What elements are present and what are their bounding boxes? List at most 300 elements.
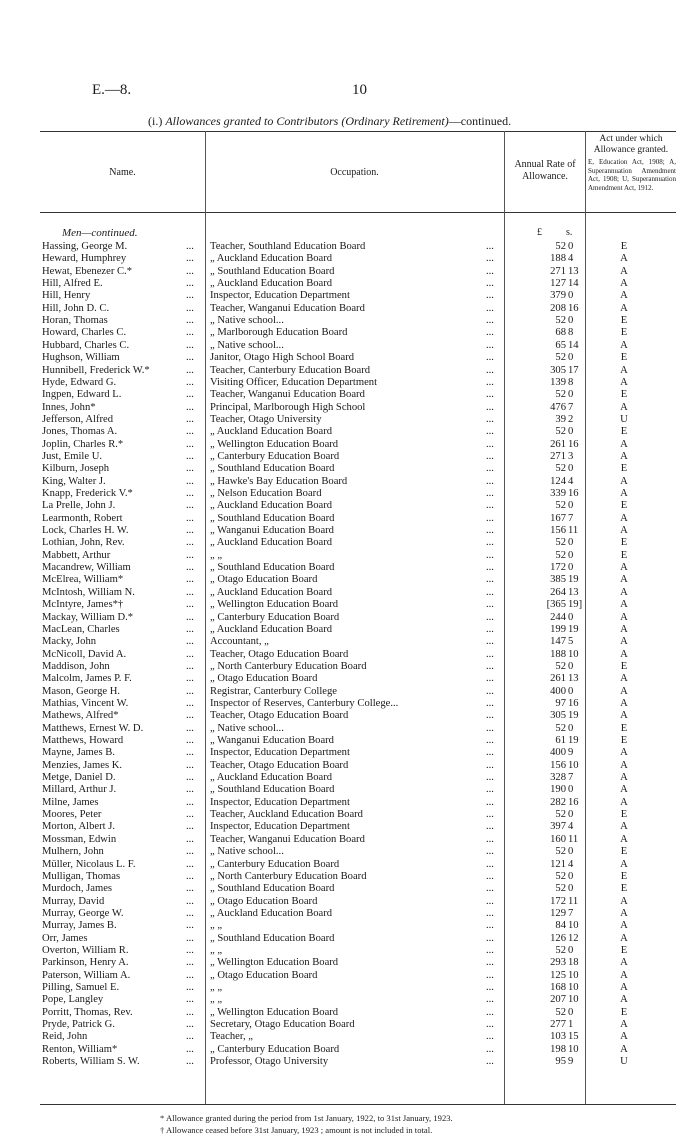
leader-dots: ...	[486, 957, 494, 969]
table-row	[0, 352, 700, 364]
shillings-cell: 10	[568, 648, 579, 660]
leader-dots: ...	[186, 821, 194, 833]
leader-dots: ...	[486, 870, 494, 882]
shillings-cell: 10	[568, 994, 579, 1006]
occupation-cell: „ Canterbury Education Board	[210, 450, 340, 462]
name-cell: Jones, Thomas A.	[42, 426, 118, 438]
leader-dots: ...	[186, 339, 194, 351]
leader-dots: ...	[186, 537, 194, 549]
caption-prefix: (i.)	[148, 114, 166, 128]
occupation-cell: „ „	[210, 944, 223, 956]
pounds-cell: 271	[550, 265, 566, 277]
leader-dots: ...	[186, 1043, 194, 1055]
act-cell: A	[620, 364, 628, 376]
name-cell: Just, Emile U.	[42, 450, 103, 462]
act-cell: E	[620, 883, 628, 895]
act-cell: A	[620, 710, 628, 722]
pounds-cell: 172	[550, 895, 566, 907]
act-cell: A	[620, 512, 628, 524]
act-cell: A	[620, 1019, 628, 1031]
shillings-cell: 0	[568, 549, 574, 561]
table-row	[0, 315, 700, 327]
occupation-cell: „ Auckland Education Board	[210, 586, 333, 598]
pounds-cell: 400	[550, 685, 566, 697]
occupation-cell: „ Southland Education Board	[210, 883, 335, 895]
caption-title: Allowances granted to Contributors (Ordinary Retirement)	[165, 114, 449, 128]
act-cell: E	[620, 500, 628, 512]
shillings-cell: 4	[568, 858, 574, 870]
leader-dots: ...	[486, 278, 494, 290]
pounds-cell: 199	[550, 623, 566, 635]
pounds-cell: 52	[555, 809, 566, 821]
pounds-cell: 52	[555, 537, 566, 549]
table-row	[0, 698, 700, 710]
pounds-cell: 339	[550, 488, 566, 499]
shillings-cell: 0	[568, 500, 574, 512]
leader-dots: ...	[486, 1006, 494, 1018]
act-cell: A	[620, 858, 628, 870]
pounds-cell: 208	[550, 302, 566, 314]
pounds-cell: 188	[550, 253, 566, 265]
leader-dots: ...	[486, 982, 494, 993]
table-row	[0, 760, 700, 772]
footnote-asterisk: * Allowance granted during the period from 1st January, 1922, to 31st January, 1923.	[160, 1113, 453, 1123]
shillings-cell: 0	[568, 562, 574, 574]
occupation-cell: „ Canterbury Education Board	[210, 1043, 340, 1055]
leader-dots: ...	[486, 611, 494, 623]
shillings-cell: 0	[568, 1006, 574, 1018]
act-cell: A	[620, 821, 628, 833]
occupation-cell: „ „	[210, 549, 223, 561]
leader-dots: ...	[186, 907, 194, 919]
shillings-cell: 19	[568, 623, 579, 635]
shillings-cell: 0	[568, 611, 574, 623]
leader-dots: ...	[486, 784, 494, 796]
occupation-cell: Teacher, Auckland Education Board	[210, 809, 363, 821]
occupation-cell: „ Southland Education Board	[210, 512, 335, 524]
name-cell: Lock, Charles H. W.	[42, 525, 129, 537]
pounds-cell: 261	[550, 438, 566, 450]
leader-dots: ...	[486, 821, 494, 833]
pounds-cell: 400	[550, 747, 566, 759]
name-cell: Pope, Langley	[42, 994, 104, 1006]
act-cell: E	[620, 735, 628, 746]
act-cell: A	[620, 438, 628, 450]
occupation-cell: Inspector, Education Department	[210, 290, 350, 302]
shillings-cell: 16	[568, 302, 579, 314]
shillings-cell: 16	[568, 697, 579, 709]
table-row	[0, 896, 700, 908]
leader-dots: ...	[186, 895, 194, 907]
act-cell: E	[620, 315, 628, 327]
table-row	[0, 994, 700, 1006]
leader-dots: ...	[186, 809, 194, 821]
leader-dots: ...	[486, 475, 494, 487]
leader-dots: ...	[186, 660, 194, 672]
name-cell: Pryde, Patrick G.	[42, 1019, 115, 1031]
occupation-cell: Teacher, „	[210, 1031, 253, 1043]
occupation-cell: „ Auckland Education Board	[210, 772, 333, 784]
pounds-cell: 124	[550, 475, 566, 487]
page-number: 10	[352, 82, 367, 98]
occupation-cell: „ Otago Education Board	[210, 574, 318, 586]
shillings-cell: 8	[568, 376, 574, 388]
table-row	[0, 649, 700, 661]
pounds-cell: 52	[555, 352, 566, 364]
occupation-cell: Teacher, Wanganui Education Board	[210, 833, 365, 845]
table-row	[0, 809, 700, 821]
leader-dots: ...	[486, 339, 494, 351]
leader-dots: ...	[186, 759, 194, 771]
shillings-cell: 10	[568, 982, 579, 993]
leader-dots: ...	[186, 376, 194, 388]
table-row	[0, 908, 700, 920]
table-row	[0, 266, 700, 278]
occupation-cell: Professor, Otago University	[210, 1056, 329, 1068]
shillings-cell: 11	[568, 525, 579, 537]
leader-dots: ...	[486, 401, 494, 413]
table-row	[0, 426, 700, 438]
name-cell: Renton, William*	[42, 1043, 118, 1055]
leader-dots: ...	[186, 722, 194, 734]
name-cell: La Prelle, John J.	[42, 500, 116, 512]
leader-dots: ...	[486, 413, 494, 425]
table-row	[0, 587, 700, 599]
leader-dots: ...	[486, 833, 494, 845]
name-cell: Porritt, Thomas, Rev.	[42, 1006, 133, 1018]
act-cell: A	[620, 302, 628, 314]
pounds-cell: 198	[550, 1043, 566, 1055]
leader-dots: ...	[186, 636, 194, 648]
shillings-cell: 0	[568, 944, 574, 956]
shillings-cell: 18	[568, 957, 579, 969]
occupation-cell: „ Otago Education Board	[210, 969, 318, 981]
leader-dots: ...	[486, 735, 494, 746]
leader-dots: ...	[186, 982, 194, 993]
pounds-cell: 261	[550, 673, 566, 685]
act-cell: E	[620, 537, 628, 549]
occupation-cell: „ Hawke's Bay Education Board	[210, 475, 348, 487]
act-cell: A	[620, 574, 628, 586]
leader-dots: ...	[486, 747, 494, 759]
table-caption	[148, 114, 511, 129]
header-occupation: Occupation.	[330, 167, 379, 178]
leader-dots: ...	[486, 858, 494, 870]
table-row	[0, 957, 700, 969]
name-cell: Mulhern, John	[42, 846, 104, 858]
name-cell: Hughson, William	[42, 352, 120, 364]
leader-dots: ...	[486, 302, 494, 314]
pounds-cell: [365	[546, 599, 566, 611]
table-row	[0, 1044, 700, 1056]
shillings-cell: 0	[568, 241, 574, 252]
leader-dots: ...	[486, 327, 494, 339]
act-cell: E	[620, 389, 628, 401]
occupation-cell: Teacher, Otago University	[210, 413, 322, 425]
occupation-cell: „ „	[210, 994, 223, 1006]
leader-dots: ...	[486, 488, 494, 499]
act-cell: A	[620, 636, 628, 648]
pounds-cell: 476	[550, 401, 566, 413]
occupation-cell: Inspector, Education Department	[210, 796, 350, 808]
shillings-cell: 10	[568, 969, 579, 981]
name-cell: Mossman, Edwin	[42, 833, 117, 845]
occupation-cell: Teacher, Wanganui Education Board	[210, 302, 365, 314]
act-cell: E	[620, 549, 628, 561]
act-cell: A	[620, 895, 628, 907]
caption-suffix: —continued.	[448, 114, 512, 128]
name-cell: Menzies, James K.	[42, 759, 123, 771]
act-cell: A	[620, 932, 628, 944]
act-cell: A	[620, 290, 628, 302]
leader-dots: ...	[486, 796, 494, 808]
shillings-cell: 16	[568, 438, 579, 450]
occupation-cell: Teacher, Otago Education Board	[210, 710, 349, 722]
leader-dots: ...	[486, 994, 494, 1006]
leader-dots: ...	[186, 685, 194, 697]
occupation-cell: „ Wellington Education Board	[210, 957, 339, 969]
shillings-cell: 17	[568, 364, 579, 376]
table-row	[0, 710, 700, 722]
name-cell: Hill, Alfred E.	[42, 278, 103, 290]
act-cell: A	[620, 957, 628, 969]
leader-dots: ...	[486, 697, 494, 709]
leader-dots: ...	[486, 525, 494, 537]
act-cell: A	[620, 586, 628, 598]
shillings-cell: 10	[568, 759, 579, 771]
act-cell: E	[620, 870, 628, 882]
name-cell: Hyde, Edward G.	[42, 376, 117, 388]
act-cell: E	[620, 660, 628, 672]
leader-dots: ...	[186, 1006, 194, 1018]
act-cell: A	[620, 376, 628, 388]
leader-dots: ...	[186, 796, 194, 808]
name-cell: Moores, Peter	[42, 809, 102, 821]
shillings-cell: 0	[568, 537, 574, 549]
occupation-cell: „ Southland Education Board	[210, 463, 335, 475]
table-row	[0, 982, 700, 994]
table-row	[0, 476, 700, 488]
shillings-cell: 0	[568, 352, 574, 364]
leader-dots: ...	[486, 562, 494, 574]
shillings-cell: 4	[568, 475, 574, 487]
table-row	[0, 562, 700, 574]
pounds-cell: 156	[550, 525, 566, 537]
shillings-cell: 0	[568, 883, 574, 895]
leader-dots: ...	[186, 611, 194, 623]
table-row	[0, 945, 700, 957]
name-cell: MacLean, Charles	[42, 623, 120, 635]
table-row	[0, 550, 700, 562]
occupation-cell: „ Canterbury Education Board	[210, 611, 340, 623]
name-cell: Murray, George W.	[42, 907, 124, 919]
table-row	[0, 241, 700, 253]
leader-dots: ...	[186, 784, 194, 796]
page-ref: E.—8.	[92, 82, 132, 98]
act-cell: A	[620, 401, 628, 413]
pounds-cell: 52	[555, 870, 566, 882]
shillings-cell: 16	[568, 488, 579, 499]
act-cell: U	[620, 413, 628, 425]
pounds-cell: 271	[550, 450, 566, 462]
table-row	[0, 747, 700, 759]
pounds-cell: 282	[550, 796, 566, 808]
leader-dots: ...	[486, 265, 494, 277]
pounds-cell: 39	[555, 413, 566, 425]
table-row	[0, 290, 700, 302]
name-cell: Lothian, John, Rev.	[42, 537, 125, 549]
leader-dots: ...	[486, 599, 494, 611]
occupation-cell: „ Southland Education Board	[210, 265, 335, 277]
table-row	[0, 883, 700, 895]
table-row	[0, 513, 700, 525]
name-cell: Hunnibell, Frederick W.*	[42, 364, 150, 376]
shillings-cell: 0	[568, 784, 574, 796]
table-row	[0, 1056, 700, 1068]
leader-dots: ...	[486, 648, 494, 660]
leader-dots: ...	[186, 883, 194, 895]
leader-dots: ...	[186, 1019, 194, 1031]
name-cell: Kilburn, Joseph	[42, 463, 110, 475]
name-cell: Murdoch, James	[42, 883, 113, 895]
shillings-cell: 4	[568, 253, 574, 265]
name-cell: Murray, James B.	[42, 920, 117, 932]
shillings-cell: 7	[568, 401, 574, 413]
pounds-cell: 244	[550, 611, 566, 623]
pounds-cell: 385	[550, 574, 566, 586]
name-cell: Morton, Albert J.	[42, 821, 115, 833]
leader-dots: ...	[186, 1056, 194, 1068]
table-row	[0, 772, 700, 784]
act-cell: A	[620, 833, 628, 845]
shillings-cell: 13	[568, 673, 579, 685]
leader-dots: ...	[186, 846, 194, 858]
pounds-cell: 52	[555, 549, 566, 561]
leader-dots: ...	[186, 562, 194, 574]
occupation-cell: Teacher, Otago Education Board	[210, 648, 349, 660]
pounds-cell: 264	[550, 586, 566, 598]
pounds-cell: 52	[555, 1006, 566, 1018]
pounds-cell: 68	[555, 327, 566, 339]
table-row	[0, 402, 700, 414]
leader-dots: ...	[486, 907, 494, 919]
pounds-cell: 84	[555, 920, 566, 932]
occupation-cell: „ Native school...	[210, 315, 284, 327]
pounds-cell: 188	[550, 648, 566, 660]
table-bottom-rule	[40, 1104, 676, 1105]
occupation-cell: Inspector, Education Department	[210, 821, 350, 833]
header-rate: Annual Rate of Allowance.	[514, 159, 576, 182]
name-cell: Orr, James	[42, 932, 88, 944]
occupation-cell: „ Southland Education Board	[210, 932, 335, 944]
table-row	[0, 846, 700, 858]
shillings-cell: 0	[568, 315, 574, 327]
occupation-cell: „ North Canterbury Education Board	[210, 870, 367, 882]
table-row	[0, 834, 700, 846]
leader-dots: ...	[186, 957, 194, 969]
shillings-cell: 0	[568, 660, 574, 672]
leader-dots: ...	[186, 512, 194, 524]
leader-dots: ...	[186, 697, 194, 709]
leader-dots: ...	[486, 389, 494, 401]
occupation-cell: „ Otago Education Board	[210, 895, 318, 907]
table-row	[0, 933, 700, 945]
name-cell: Pilling, Samuel E.	[42, 982, 120, 993]
name-cell: Macky, John	[42, 636, 97, 648]
leader-dots: ...	[486, 549, 494, 561]
leader-dots: ...	[186, 253, 194, 265]
leader-dots: ...	[486, 463, 494, 475]
pounds-cell: 95	[555, 1056, 566, 1068]
act-cell: A	[620, 796, 628, 808]
leader-dots: ...	[486, 969, 494, 981]
name-cell: Mackay, William D.*	[42, 611, 134, 623]
act-cell: A	[620, 920, 628, 932]
leader-dots: ...	[186, 648, 194, 660]
shillings-cell: 2	[568, 413, 574, 425]
name-cell: Hassing, George M.	[42, 241, 128, 252]
occupation-cell: „ North Canterbury Education Board	[210, 660, 367, 672]
table-row	[0, 1031, 700, 1043]
occupation-cell: „ Wellington Education Board	[210, 1006, 339, 1018]
leader-dots: ...	[486, 660, 494, 672]
leader-dots: ...	[186, 265, 194, 277]
leader-dots: ...	[486, 1043, 494, 1055]
leader-dots: ...	[486, 772, 494, 784]
act-cell: A	[620, 685, 628, 697]
shillings-cell: 9	[568, 1056, 574, 1068]
shillings-cell: 5	[568, 636, 574, 648]
leader-dots: ...	[186, 747, 194, 759]
act-cell: A	[620, 1031, 628, 1043]
name-cell: Ingpen, Edward L.	[42, 389, 122, 401]
occupation-cell: „ Native school...	[210, 339, 284, 351]
table-row	[0, 723, 700, 735]
pounds-cell: 125	[550, 969, 566, 981]
occupation-cell: Teacher, Wanganui Education Board	[210, 389, 365, 401]
leader-dots: ...	[186, 870, 194, 882]
name-cell: Macandrew, William	[42, 562, 131, 574]
shillings-cell: 1	[568, 1019, 574, 1031]
pounds-cell: 126	[550, 932, 566, 944]
leader-dots: ...	[186, 413, 194, 425]
shillings-cell: 0	[568, 290, 574, 302]
leader-dots: ...	[486, 920, 494, 932]
name-cell: Mabbett, Arthur	[42, 549, 111, 561]
pounds-cell: 61	[555, 735, 566, 746]
shillings-cell: 8	[568, 327, 574, 339]
name-cell: McIntyre, James*†	[42, 599, 124, 611]
name-cell: McNicoll, David A.	[42, 648, 127, 660]
act-cell: E	[620, 1006, 628, 1018]
occupation-cell: Janitor, Otago High School Board	[210, 352, 355, 364]
name-cell: Reid, John	[42, 1031, 88, 1043]
shillings-cell: 19	[568, 574, 579, 586]
act-cell: A	[620, 982, 628, 993]
table-row	[0, 340, 700, 352]
act-cell: E	[620, 241, 628, 252]
leader-dots: ...	[186, 426, 194, 438]
shillings-cell: 0	[568, 846, 574, 858]
leader-dots: ...	[186, 710, 194, 722]
leader-dots: ...	[186, 450, 194, 462]
name-cell: McElrea, William*	[42, 574, 124, 586]
pounds-cell: 129	[550, 907, 566, 919]
header-rule	[40, 212, 676, 213]
name-cell: Horan, Thomas	[42, 315, 108, 327]
name-cell: Hill, Henry	[42, 290, 91, 302]
act-cell: U	[620, 1056, 628, 1068]
